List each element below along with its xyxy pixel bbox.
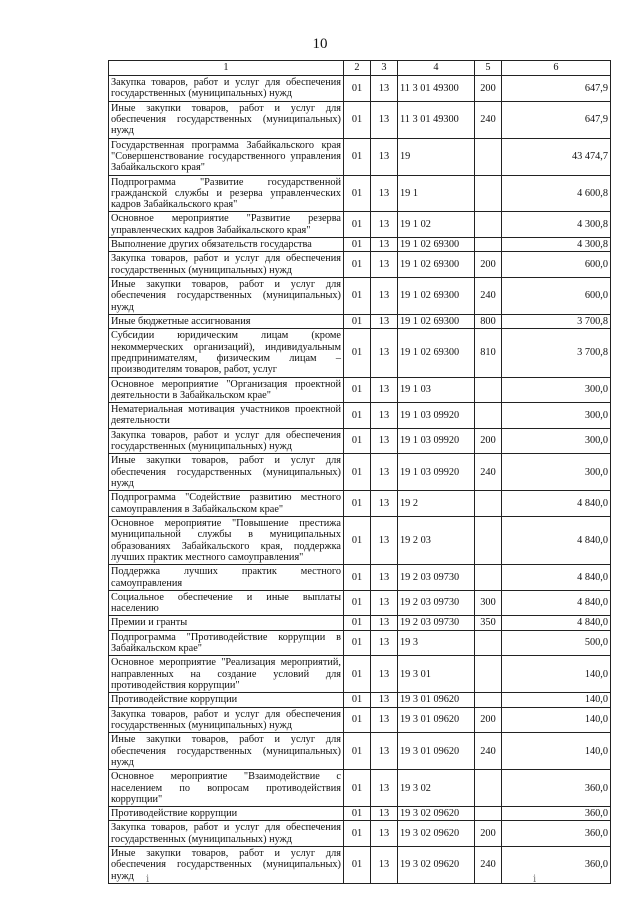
row-name-cell: Основное мероприятие "Реализация мероприятий, направленных на создание условий для противодействия коррупции" (109, 656, 344, 693)
row-c4-cell: 19 1 03 (398, 377, 475, 403)
row-c5-cell: 200 (475, 707, 502, 733)
row-c3-cell: 13 (371, 565, 398, 591)
row-name-cell: Субсидии юридическим лицам (кроме некоммерческих организаций), индивидуальным предпринимателям, физическим лицам – производителям товаров, работ, услуг (109, 329, 344, 377)
row-c4-cell: 19 3 02 09620 (398, 821, 475, 847)
row-c4-cell: 19 3 01 09620 (398, 693, 475, 707)
row-c2-cell: 01 (344, 630, 371, 656)
row-c5-cell (475, 212, 502, 238)
row-c5-cell: 810 (475, 329, 502, 377)
row-c3-cell: 13 (371, 616, 398, 630)
row-name-cell: Основное мероприятие "Организация проектной деятельности в Забайкальском крае" (109, 377, 344, 403)
table-row (109, 138, 611, 175)
table-row (109, 707, 611, 733)
row-c5-cell (475, 516, 502, 564)
table-row (109, 693, 611, 707)
row-c2-cell: 01 (344, 707, 371, 733)
row-c6-cell: 4 840,0 (502, 616, 611, 630)
table-row (109, 454, 611, 491)
table-header-row (109, 61, 611, 76)
row-c6-cell: 360,0 (502, 770, 611, 807)
row-c3-cell: 13 (371, 175, 398, 212)
row-c3-cell: 13 (371, 212, 398, 238)
row-c5-cell (475, 656, 502, 693)
table-row (109, 76, 611, 102)
table-row (109, 252, 611, 278)
row-name-cell: Закупка товаров, работ и услуг для обеспечения государственных (муниципальных) нужд (109, 428, 344, 454)
row-c5-cell: 200 (475, 252, 502, 278)
table-row (109, 377, 611, 403)
table-row (109, 212, 611, 238)
row-name-cell: Основное мероприятие "Развитие резерва управленческих кадров Забайкальского края" (109, 212, 344, 238)
row-c2-cell: 01 (344, 212, 371, 238)
row-c5-cell (475, 491, 502, 517)
row-c2-cell: 01 (344, 314, 371, 328)
row-c3-cell: 13 (371, 428, 398, 454)
column-header: 3 (371, 61, 398, 76)
row-c3-cell: 13 (371, 821, 398, 847)
row-c3-cell: 13 (371, 314, 398, 328)
row-c5-cell: 200 (475, 428, 502, 454)
row-c3-cell: 13 (371, 329, 398, 377)
table-row (109, 329, 611, 377)
row-c2-cell: 01 (344, 377, 371, 403)
row-c3-cell: 13 (371, 707, 398, 733)
row-c3-cell: 13 (371, 733, 398, 770)
row-c3-cell: 13 (371, 693, 398, 707)
row-name-cell: Премии и гранты (109, 616, 344, 630)
row-name-cell: Закупка товаров, работ и услуг для обеспечения государственных (муниципальных) нужд (109, 821, 344, 847)
row-c6-cell: 140,0 (502, 707, 611, 733)
row-c6-cell: 4 300,8 (502, 238, 611, 252)
row-c4-cell: 19 2 03 09730 (398, 590, 475, 616)
row-name-cell: Иные бюджетные ассигнования (109, 314, 344, 328)
row-c3-cell: 13 (371, 454, 398, 491)
row-c4-cell: 19 1 02 69300 (398, 329, 475, 377)
row-c5-cell: 240 (475, 278, 502, 315)
row-c6-cell: 140,0 (502, 733, 611, 770)
row-c3-cell: 13 (371, 590, 398, 616)
row-c4-cell: 19 3 (398, 630, 475, 656)
row-c5-cell (475, 565, 502, 591)
row-c5-cell: 200 (475, 76, 502, 102)
row-c5-cell: 240 (475, 454, 502, 491)
row-c2-cell: 01 (344, 454, 371, 491)
row-c6-cell: 300,0 (502, 428, 611, 454)
row-c2-cell: 01 (344, 252, 371, 278)
row-c6-cell: 360,0 (502, 847, 611, 884)
row-c2-cell: 01 (344, 138, 371, 175)
table-row (109, 278, 611, 315)
row-c5-cell (475, 770, 502, 807)
row-c4-cell: 19 (398, 138, 475, 175)
row-c6-cell: 3 700,8 (502, 314, 611, 328)
row-c5-cell: 300 (475, 590, 502, 616)
row-c6-cell: 600,0 (502, 252, 611, 278)
row-c2-cell: 01 (344, 616, 371, 630)
row-c4-cell: 19 3 02 (398, 770, 475, 807)
row-c6-cell: 647,9 (502, 76, 611, 102)
row-c2-cell: 01 (344, 847, 371, 884)
row-c6-cell: 140,0 (502, 693, 611, 707)
row-c2-cell: 01 (344, 807, 371, 821)
row-c4-cell: 19 2 (398, 491, 475, 517)
row-c6-cell: 647,9 (502, 101, 611, 138)
row-c2-cell: 01 (344, 491, 371, 517)
row-c3-cell: 13 (371, 138, 398, 175)
row-c2-cell: 01 (344, 516, 371, 564)
column-header: 1 (109, 61, 344, 76)
row-c2-cell: 01 (344, 428, 371, 454)
row-c5-cell (475, 238, 502, 252)
row-c3-cell: 13 (371, 76, 398, 102)
column-header: 4 (398, 61, 475, 76)
row-name-cell: Закупка товаров, работ и услуг для обеспечения государственных (муниципальных) нужд (109, 76, 344, 102)
row-c2-cell: 01 (344, 175, 371, 212)
row-c6-cell: 4 840,0 (502, 565, 611, 591)
column-header: 2 (344, 61, 371, 76)
row-c2-cell: 01 (344, 733, 371, 770)
table-row (109, 428, 611, 454)
row-c5-cell: 240 (475, 733, 502, 770)
row-c6-cell: 140,0 (502, 656, 611, 693)
page-number: 10 (312, 36, 328, 52)
row-c4-cell: 19 3 01 09620 (398, 733, 475, 770)
row-c2-cell: 01 (344, 821, 371, 847)
row-c5-cell (475, 175, 502, 212)
table-row (109, 770, 611, 807)
row-c4-cell: 19 2 03 (398, 516, 475, 564)
row-c6-cell: 4 600,8 (502, 175, 611, 212)
row-c3-cell: 13 (371, 252, 398, 278)
column-header: 5 (475, 61, 502, 76)
row-c5-cell: 240 (475, 847, 502, 884)
row-c4-cell: 19 1 03 09920 (398, 428, 475, 454)
row-c6-cell: 4 840,0 (502, 516, 611, 564)
row-c4-cell: 19 3 02 09620 (398, 847, 475, 884)
row-c5-cell (475, 693, 502, 707)
row-c6-cell: 3 700,8 (502, 329, 611, 377)
row-name-cell: Государственная программа Забайкальского края "Совершенствование государственного управления Забайкальского края" (109, 138, 344, 175)
row-c4-cell: 19 1 02 69300 (398, 278, 475, 315)
row-c4-cell: 19 1 02 69300 (398, 314, 475, 328)
row-c4-cell: 19 3 01 09620 (398, 707, 475, 733)
row-c6-cell: 300,0 (502, 403, 611, 429)
row-name-cell: Закупка товаров, работ и услуг для обеспечения государственных (муниципальных) нужд (109, 707, 344, 733)
table-row (109, 616, 611, 630)
table-row (109, 491, 611, 517)
row-c4-cell: 19 1 02 (398, 212, 475, 238)
table-row (109, 516, 611, 564)
row-name-cell: Иные закупки товаров, работ и услуг для обеспечения государственных (муниципальных) нужд (109, 733, 344, 770)
row-c4-cell: 19 3 02 09620 (398, 807, 475, 821)
row-name-cell: Нематериальная мотивация участников проектной деятельности (109, 403, 344, 429)
row-c6-cell: 360,0 (502, 807, 611, 821)
row-c2-cell: 01 (344, 590, 371, 616)
row-name-cell: Противодействие коррупции (109, 693, 344, 707)
table-row (109, 656, 611, 693)
row-c5-cell: 240 (475, 101, 502, 138)
row-c3-cell: 13 (371, 516, 398, 564)
row-name-cell: Основное мероприятие "Повышение престижа муниципальной службы в муниципальных образованиях Забайкальского края, поддержка лучших практик местного самоуправления" (109, 516, 344, 564)
row-c4-cell: 19 2 03 09730 (398, 565, 475, 591)
row-c3-cell: 13 (371, 238, 398, 252)
row-c4-cell: 19 3 01 (398, 656, 475, 693)
scan-mark: ⅰ (533, 874, 537, 885)
row-c5-cell: 350 (475, 616, 502, 630)
row-c2-cell: 01 (344, 329, 371, 377)
row-c4-cell: 19 1 03 09920 (398, 403, 475, 429)
row-c6-cell: 4 840,0 (502, 590, 611, 616)
row-c3-cell: 13 (371, 770, 398, 807)
row-c5-cell (475, 807, 502, 821)
row-c2-cell: 01 (344, 693, 371, 707)
row-c4-cell: 11 3 01 49300 (398, 76, 475, 102)
column-header: 6 (502, 61, 611, 76)
row-c2-cell: 01 (344, 278, 371, 315)
row-c2-cell: 01 (344, 101, 371, 138)
row-c5-cell (475, 630, 502, 656)
row-c2-cell: 01 (344, 403, 371, 429)
table-row (109, 807, 611, 821)
row-c2-cell: 01 (344, 238, 371, 252)
row-name-cell: Выполнение других обязательств государства (109, 238, 344, 252)
row-c4-cell: 19 1 02 69300 (398, 252, 475, 278)
table-row (109, 314, 611, 328)
row-c2-cell: 01 (344, 565, 371, 591)
row-c3-cell: 13 (371, 630, 398, 656)
row-c4-cell: 19 2 03 09730 (398, 616, 475, 630)
row-c6-cell: 4 300,8 (502, 212, 611, 238)
table-row (109, 733, 611, 770)
table-row (109, 630, 611, 656)
row-name-cell: Иные закупки товаров, работ и услуг для обеспечения государственных (муниципальных) нужд (109, 454, 344, 491)
row-c5-cell (475, 377, 502, 403)
row-name-cell: Поддержка лучших практик местного самоуправления (109, 565, 344, 591)
row-c3-cell: 13 (371, 847, 398, 884)
row-name-cell: Подпрограмма "Развитие государственной гражданской службы и резерва управленческих кадров Забайкальского края" (109, 175, 344, 212)
budget-table (108, 60, 611, 884)
row-c3-cell: 13 (371, 807, 398, 821)
row-name-cell: Основное мероприятие "Взаимодействие с населением по вопросам противодействия коррупции" (109, 770, 344, 807)
row-name-cell: Социальное обеспечение и иные выплаты населению (109, 590, 344, 616)
row-c2-cell: 01 (344, 76, 371, 102)
row-c5-cell (475, 138, 502, 175)
row-c5-cell: 200 (475, 821, 502, 847)
row-c6-cell: 43 474,7 (502, 138, 611, 175)
row-c6-cell: 4 840,0 (502, 491, 611, 517)
row-c5-cell: 800 (475, 314, 502, 328)
table-row (109, 821, 611, 847)
table-row (109, 403, 611, 429)
row-c2-cell: 01 (344, 770, 371, 807)
row-c3-cell: 13 (371, 656, 398, 693)
table-row (109, 101, 611, 138)
row-c4-cell: 19 1 02 69300 (398, 238, 475, 252)
table-row (109, 175, 611, 212)
row-name-cell: Иные закупки товаров, работ и услуг для обеспечения государственных (муниципальных) нужд (109, 101, 344, 138)
row-c6-cell: 360,0 (502, 821, 611, 847)
row-c5-cell (475, 403, 502, 429)
row-name-cell: Иные закупки товаров, работ и услуг для обеспечения государственных (муниципальных) нужд (109, 847, 344, 884)
table-row (109, 238, 611, 252)
row-c3-cell: 13 (371, 491, 398, 517)
row-c4-cell: 19 1 (398, 175, 475, 212)
row-c4-cell: 11 3 01 49300 (398, 101, 475, 138)
table-row (109, 565, 611, 591)
row-name-cell: Подпрограмма "Содействие развитию местного самоуправления в Забайкальском крае" (109, 491, 344, 517)
row-c3-cell: 13 (371, 101, 398, 138)
scan-mark: ⅰ (146, 874, 150, 885)
row-c3-cell: 13 (371, 403, 398, 429)
row-c6-cell: 500,0 (502, 630, 611, 656)
row-c3-cell: 13 (371, 377, 398, 403)
row-c6-cell: 300,0 (502, 454, 611, 491)
row-c2-cell: 01 (344, 656, 371, 693)
row-c4-cell: 19 1 03 09920 (398, 454, 475, 491)
row-c6-cell: 600,0 (502, 278, 611, 315)
row-name-cell: Подпрограмма "Противодействие коррупции в Забайкальском крае" (109, 630, 344, 656)
row-name-cell: Иные закупки товаров, работ и услуг для обеспечения государственных (муниципальных) нужд (109, 278, 344, 315)
row-name-cell: Противодействие коррупции (109, 807, 344, 821)
row-c3-cell: 13 (371, 278, 398, 315)
row-name-cell: Закупка товаров, работ и услуг для обеспечения государственных (муниципальных) нужд (109, 252, 344, 278)
table-row (109, 590, 611, 616)
row-c6-cell: 300,0 (502, 377, 611, 403)
